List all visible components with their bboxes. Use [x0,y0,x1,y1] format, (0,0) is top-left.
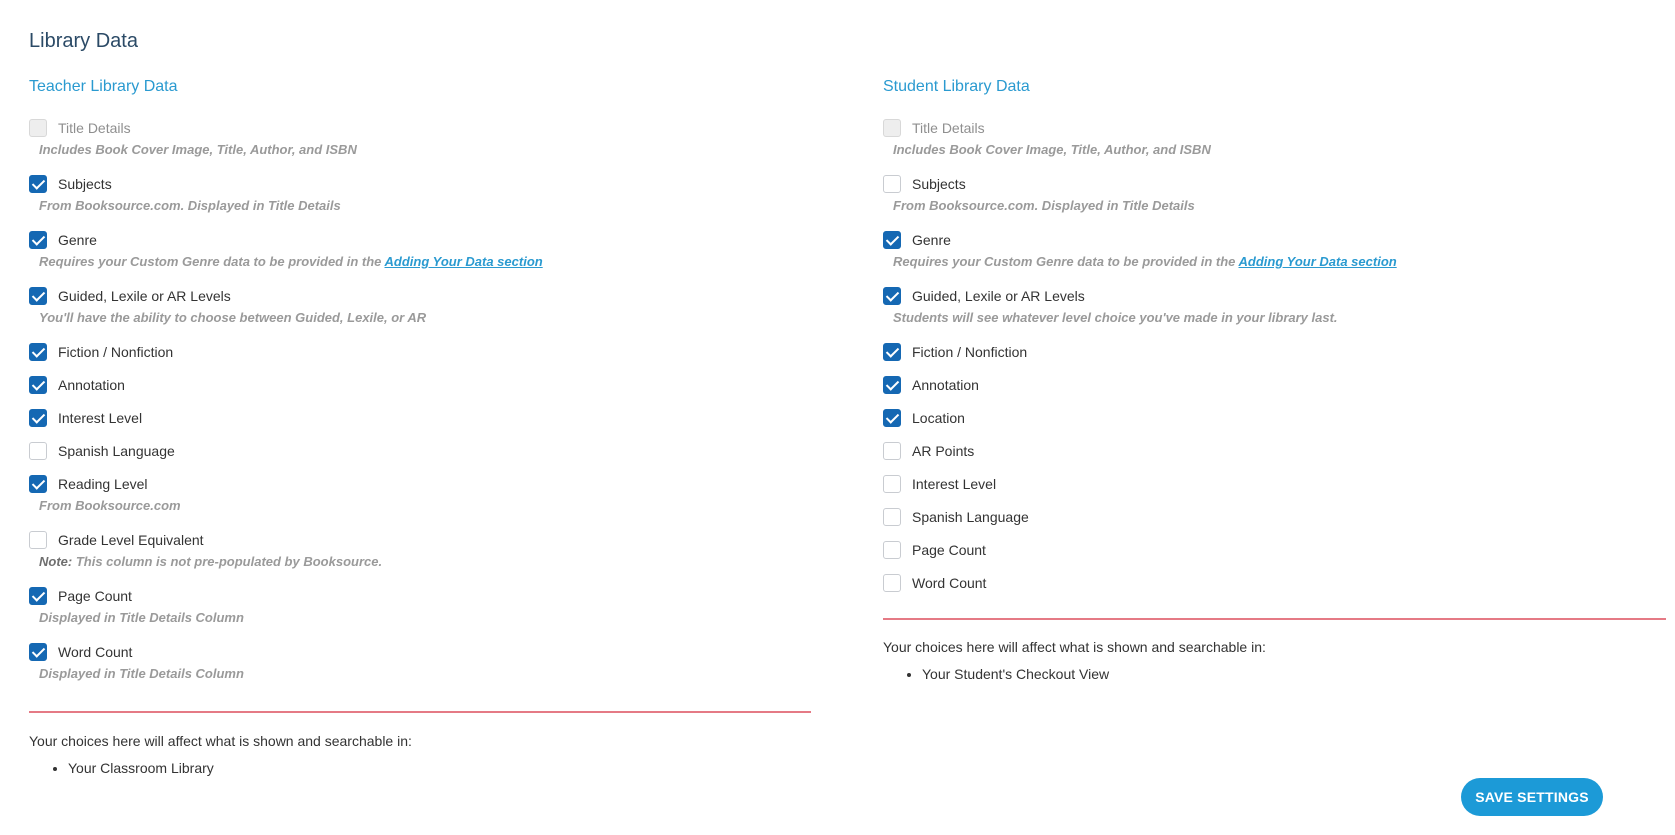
teacher-option-label: Spanish Language [58,443,175,459]
teacher-checkbox-fiction-nonfiction[interactable] [29,343,47,361]
teacher-option-subjects[interactable] [29,173,112,195]
student-option-label: Spanish Language [912,509,1029,525]
teacher-option-levels[interactable] [29,285,231,307]
teacher-note-label: Note: [39,554,73,569]
teacher-divider [29,711,811,713]
teacher-note-levels: You'll have the ability to choose between Guided, Lexile, or AR [39,310,427,325]
teacher-checkbox-levels[interactable] [29,287,47,305]
teacher-option-label: Genre [58,232,97,248]
teacher-note-page-count: Displayed in Title Details Column [39,610,244,625]
list-item: • Your Classroom Library [68,760,214,776]
student-adding-your-data-link[interactable]: Adding Your Data section [1238,254,1397,269]
teacher-option-annotation[interactable] [29,374,125,396]
teacher-checkbox-spanish-language[interactable] [29,442,47,460]
teacher-checkbox-subjects[interactable] [29,175,47,193]
student-option-label: Annotation [912,377,979,393]
teacher-checkbox-title-details [29,119,47,137]
student-option-word-count[interactable] [883,572,986,594]
teacher-option-label: Subjects [58,176,112,192]
student-checkbox-subjects[interactable] [883,175,901,193]
student-checkbox-page-count[interactable] [883,541,901,559]
teacher-option-label: Guided, Lexile or AR Levels [58,288,231,304]
student-option-label: AR Points [912,443,975,459]
teacher-adding-your-data-link[interactable]: Adding Your Data section [384,254,543,269]
student-option-label: Fiction / Nonfiction [912,344,1028,360]
student-note-title-details: Includes Book Cover Image, Title, Author, and ISBN [893,142,1211,157]
teacher-option-title-details [29,117,131,139]
student-option-label: Title Details [912,120,985,136]
save-settings-button[interactable]: SAVE SETTINGS [1461,778,1603,816]
student-checkbox-word-count[interactable] [883,574,901,592]
teacher-note-grade-level [39,554,382,569]
student-option-fiction-nonfiction[interactable] [883,341,1027,363]
student-divider [883,618,1666,620]
teacher-option-label: Annotation [58,377,125,393]
student-option-label: Subjects [912,176,966,192]
student-option-genre[interactable] [883,229,951,251]
student-option-location[interactable] [883,407,965,429]
teacher-option-label: Reading Level [58,476,148,492]
teacher-checkbox-word-count[interactable] [29,643,47,661]
student-checkbox-ar-points[interactable] [883,442,901,460]
teacher-option-word-count[interactable] [29,641,132,663]
student-note-subjects: From Booksource.com. Displayed in Title Details [893,198,1195,213]
teacher-option-reading-level[interactable] [29,473,148,495]
student-option-title-details [883,117,985,139]
student-note-levels: Students will see whatever level choice you've made in your library last. [893,310,1338,325]
teacher-note-reading-level: From Booksource.com [39,498,181,513]
teacher-note-title-details: Includes Book Cover Image, Title, Author, and ISBN [39,142,357,157]
student-option-subjects[interactable] [883,173,966,195]
teacher-option-fiction-nonfiction[interactable] [29,341,173,363]
student-option-label: Interest Level [912,476,997,492]
teacher-option-label: Grade Level Equivalent [58,532,204,548]
teacher-checkbox-page-count[interactable] [29,587,47,605]
teacher-affect-list [29,760,214,776]
teacher-section-heading: Teacher Library Data [29,78,178,95]
teacher-note-genre [39,254,543,269]
teacher-checkbox-grade-level-equivalent[interactable] [29,531,47,549]
teacher-note-word-count: Displayed in Title Details Column [39,666,244,681]
student-option-annotation[interactable] [883,374,979,396]
student-option-spanish-language[interactable] [883,506,1029,528]
teacher-checkbox-annotation[interactable] [29,376,47,394]
student-section-heading: Student Library Data [883,78,1030,95]
teacher-option-interest-level[interactable] [29,407,142,429]
teacher-checkbox-interest-level[interactable] [29,409,47,427]
student-affect-list [883,666,1109,682]
teacher-option-label: Fiction / Nonfiction [58,344,174,360]
student-option-ar-points[interactable] [883,440,974,462]
student-option-interest-level[interactable] [883,473,996,495]
student-checkbox-levels[interactable] [883,287,901,305]
student-option-label: Location [912,410,965,426]
student-checkbox-spanish-language[interactable] [883,508,901,526]
teacher-affect-text: Your choices here will affect what is shown and searchable in: [29,733,412,749]
student-checkbox-fiction-nonfiction[interactable] [883,343,901,361]
page-title: Library Data [29,30,138,52]
list-item: • Your Student's Checkout View [922,666,1109,682]
student-option-label: Genre [912,232,951,248]
student-affect-text: Your choices here will affect what is shown and searchable in: [883,639,1266,655]
teacher-option-spanish-language[interactable] [29,440,175,462]
student-option-page-count[interactable] [883,539,986,561]
student-checkbox-genre[interactable] [883,231,901,249]
student-option-label: Word Count [912,575,987,591]
student-option-levels[interactable] [883,285,1085,307]
teacher-checkbox-reading-level[interactable] [29,475,47,493]
student-checkbox-interest-level[interactable] [883,475,901,493]
teacher-option-label: Word Count [58,644,133,660]
student-option-label: Page Count [912,542,986,558]
teacher-checkbox-genre[interactable] [29,231,47,249]
student-checkbox-title-details [883,119,901,137]
student-note-genre [893,254,1397,269]
student-checkbox-location[interactable] [883,409,901,427]
teacher-option-label: Page Count [58,588,132,604]
student-checkbox-annotation[interactable] [883,376,901,394]
teacher-option-genre[interactable] [29,229,97,251]
student-genre-note-text: Requires your Custom Genre data to be provided in the [893,254,1239,269]
teacher-genre-note-text: Requires your Custom Genre data to be provided in the [39,254,385,269]
teacher-option-grade-level-equivalent[interactable] [29,529,204,551]
teacher-option-page-count[interactable] [29,585,132,607]
teacher-note-text: This column is not pre-populated by Booksource. [72,554,383,569]
teacher-note-subjects: From Booksource.com. Displayed in Title Details [39,198,341,213]
teacher-option-label: Title Details [58,120,131,136]
teacher-option-label: Interest Level [58,410,143,426]
student-option-label: Guided, Lexile or AR Levels [912,288,1085,304]
